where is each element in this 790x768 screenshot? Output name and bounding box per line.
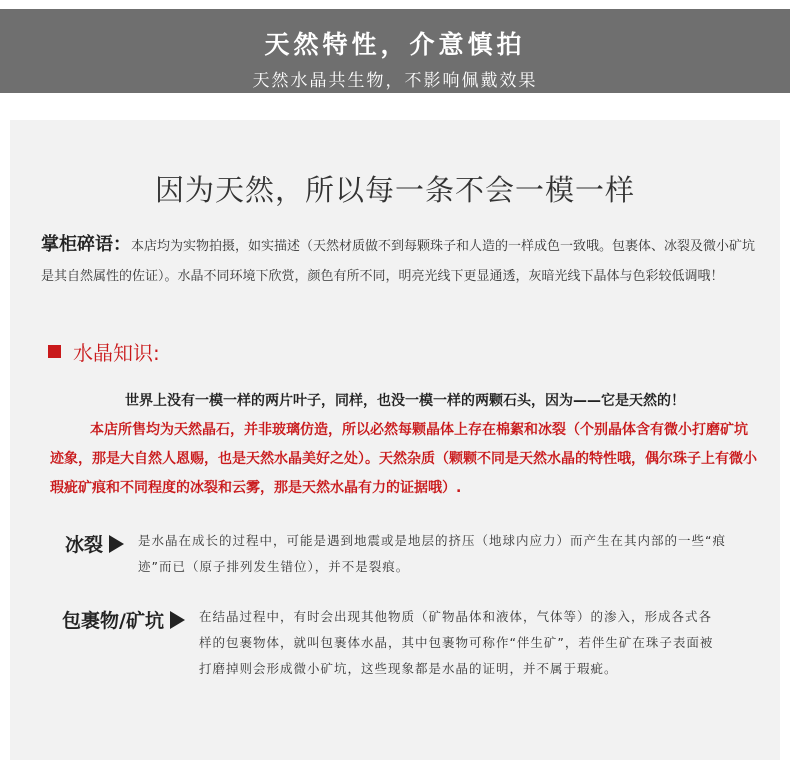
knowledge-paragraph	[50, 387, 760, 503]
banner-title: 天然特性，介意慎拍	[264, 30, 526, 59]
red-square-icon	[48, 345, 61, 358]
banner-subtitle: 天然水晶共生物，不影响佩戴效果	[252, 71, 538, 91]
note-text: 本店均为实物拍摄，如实描述（天然材质做不到每颗珠子和人造的一样成色一致哦。包裹体、冰裂及微小矿坑是其自然属性的佐证）。水晶不同环境下欣赏，颜色有所不同，明亮光线下更显通透，灰暗光线下晶体与色彩较低调哦！	[41, 239, 756, 284]
note-label: 掌柜碎语：	[41, 234, 131, 255]
definition-inclusion	[62, 604, 724, 682]
triangle-right-icon	[170, 611, 185, 629]
content-panel	[10, 120, 780, 760]
definition-desc: 是水晶在成长的过程中，可能是遇到地震或是地层的挤压（地球内应力）而产生在其内部的一些“痕迹”而已（原子排列发生错位），并不是裂痕。	[138, 533, 726, 574]
top-banner	[0, 9, 790, 93]
section-heading	[48, 337, 160, 366]
definition-term-label: 包裹物/矿坑	[62, 610, 164, 632]
definition-term	[65, 530, 124, 557]
main-title: 因为天然，所以每一条不会一模一样	[154, 173, 635, 207]
knowledge-line-red: 本店所售均为天然晶石，并非玻璃仿造，所以必然每颗晶体上存在棉絮和冰裂（个别晶体含有微小打磨矿坑迹象，那是大自然人恩赐，也是天然水晶美好之处）。天然杂质（颗颗不同是天然水晶的特性哦，偶尔珠子上有微小瑕疵矿痕和不同程度的冰裂和云雾，那是天然水晶有力的证据哦）.	[50, 422, 757, 496]
definition-desc: 在结晶过程中，有时会出现其他物质（矿物晶体和液体，气体等）的渗入，形成各式各样的包裹物体，就叫包裹体水晶，其中包裹物可称作“伴生矿”，若伴生矿在珠子表面被打磨掉则会形成微小矿坑，这些现象都是水晶的证明，并不属于瑕疵。	[198, 609, 714, 676]
triangle-right-icon	[109, 535, 124, 553]
shopkeeper-note	[41, 230, 761, 292]
definition-ice-crack	[65, 528, 738, 580]
section-title: 水晶知识:	[73, 341, 160, 365]
knowledge-line-black: 世界上没有一模一样的两片叶子，同样，也没一模一样的两颗石头，因为——它是天然的！	[125, 393, 685, 409]
definition-term	[62, 606, 185, 633]
definition-term-label: 冰裂	[65, 534, 104, 556]
